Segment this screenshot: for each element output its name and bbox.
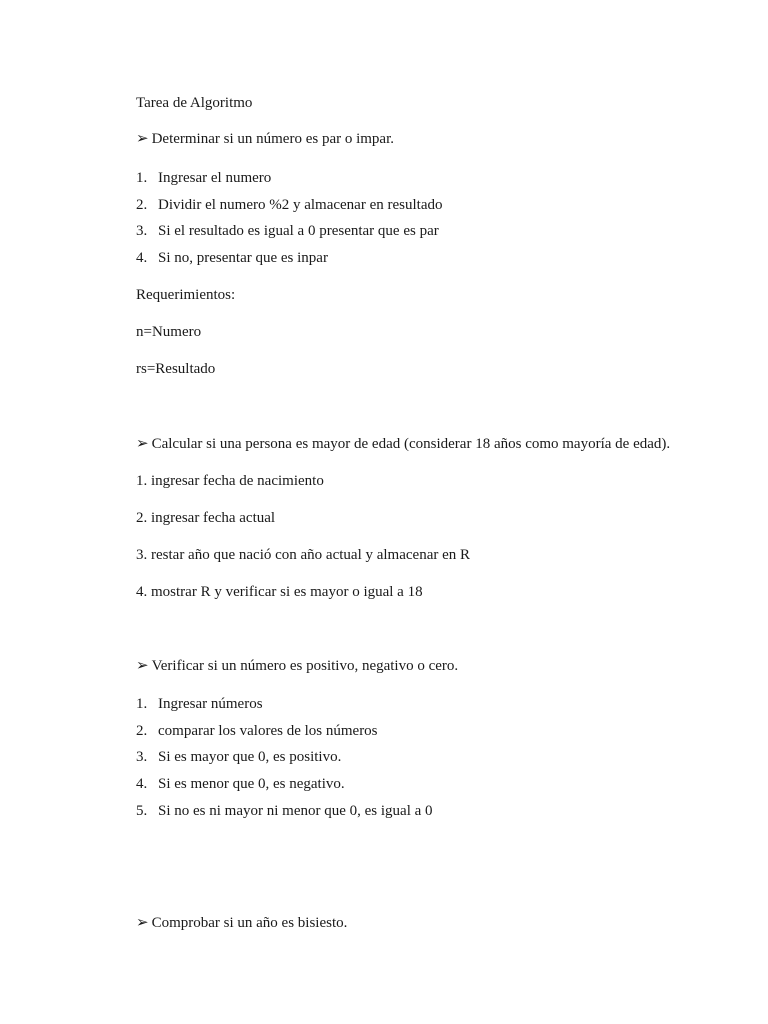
list-item-text: Ingresar el numero [158, 170, 272, 186]
arrow-bullet-icon: ➢ [136, 436, 149, 452]
section-heading-mayor-edad [136, 435, 670, 453]
section-heading-positivo-negativo [136, 657, 458, 675]
list-item [136, 249, 328, 267]
arrow-bullet-icon: ➢ [136, 658, 149, 674]
section-heading-bisiesto [136, 914, 347, 932]
paragraph-step: 3. restar año que nació con año actual y almacenar en R [136, 547, 471, 563]
list-item-number: 1. [136, 170, 148, 186]
list-item-text: comparar los valores de los números [158, 723, 378, 739]
section-heading-par-impar [136, 130, 394, 148]
list-item [136, 775, 345, 793]
list-item [136, 802, 433, 820]
list-item-text: Si el resultado es igual a 0 presentar que es par [158, 223, 439, 239]
paragraph-step: 4. mostrar R y verificar si es mayor o igual a 18 [136, 584, 423, 600]
list-item-text: Si no es ni mayor ni menor que 0, es igual a 0 [158, 803, 433, 819]
list-item [136, 222, 439, 240]
list-item [136, 695, 263, 713]
list-item [136, 169, 271, 187]
list-item-text: Ingresar números [158, 696, 263, 712]
document-title: Tarea de Algoritmo [136, 95, 253, 111]
requirement-item: rs=Resultado [136, 361, 216, 377]
list-item-number: 4. [136, 250, 148, 266]
list-item-number: 4. [136, 776, 148, 792]
paragraph-step: 1. ingresar fecha de nacimiento [136, 473, 324, 489]
list-item [136, 748, 341, 766]
list-item-text: Dividir el numero %2 y almacenar en resultado [158, 197, 443, 213]
list-item [136, 196, 442, 214]
list-item [136, 722, 378, 740]
section-heading-text: Comprobar si un año es bisiesto. [151, 915, 348, 931]
arrow-bullet-icon: ➢ [136, 131, 149, 147]
arrow-bullet-icon: ➢ [136, 915, 149, 931]
list-item-number: 3. [136, 749, 148, 765]
section-heading-text: Determinar si un número es par o impar. [151, 131, 395, 147]
section-heading-text: Verificar si un número es positivo, negativo o cero. [151, 658, 459, 674]
list-item-number: 1. [136, 696, 148, 712]
list-item-text: Si no, presentar que es inpar [158, 250, 328, 266]
list-item-text: Si es menor que 0, es negativo. [158, 776, 345, 792]
requirement-item: n=Numero [136, 324, 202, 340]
list-item-number: 2. [136, 197, 148, 213]
list-item-number: 5. [136, 803, 148, 819]
list-item-number: 2. [136, 723, 148, 739]
list-item-number: 3. [136, 223, 148, 239]
paragraph-step: 2. ingresar fecha actual [136, 510, 276, 526]
list-item-text: Si es mayor que 0, es positivo. [158, 749, 342, 765]
requirements-label: Requerimientos: [136, 287, 236, 303]
section-heading-text: Calcular si una persona es mayor de edad (considerar 18 años como mayoría de edad). [151, 436, 671, 452]
